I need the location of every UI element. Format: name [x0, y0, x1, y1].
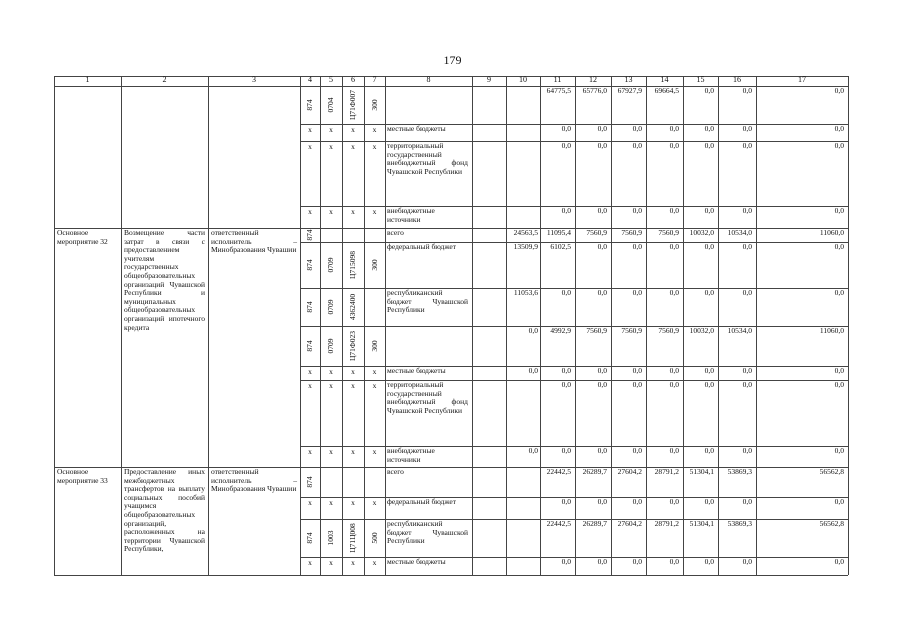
value-cell: 0,0: [632, 446, 642, 455]
code-cell: х: [308, 447, 312, 456]
value-cell: 0,0: [669, 557, 679, 566]
value-cell: 0,0: [597, 288, 607, 297]
column-header-16: 16: [733, 75, 741, 84]
value-cell: 26289,7: [582, 519, 607, 528]
code-cell: 874: [305, 476, 314, 488]
code-cell: х: [329, 207, 333, 216]
value-cell: 0,0: [834, 497, 844, 506]
value-2012: 13509,9: [513, 242, 538, 251]
code-cell: Ц71Ц008: [348, 523, 357, 553]
code-cell: х: [351, 207, 355, 216]
code-cell: х: [329, 498, 333, 507]
code-cell: 874: [305, 301, 314, 313]
value-cell: 0,0: [704, 446, 714, 455]
code-cell: х: [329, 381, 333, 390]
value-cell: 0,0: [597, 557, 607, 566]
code-cell: Ц71Ф007: [348, 89, 357, 121]
value-cell: 0,0: [669, 366, 679, 375]
value-cell: 0,0: [561, 124, 571, 133]
column-divider: [848, 76, 849, 575]
code-cell: 874: [305, 259, 314, 271]
value-cell: 27604,2: [617, 467, 642, 476]
value-cell: 0,0: [597, 206, 607, 215]
value-cell: 0,0: [561, 141, 571, 150]
value-cell: 65776,0: [582, 86, 607, 95]
value-cell: 0,0: [742, 557, 752, 566]
value-cell: 0,0: [742, 380, 752, 389]
value-cell: 10534,0: [727, 326, 752, 335]
value-2012: 11053,6: [513, 288, 538, 297]
value-cell: 0,0: [742, 141, 752, 150]
code-cell: х: [372, 381, 377, 390]
value-cell: 0,0: [561, 366, 571, 375]
value-cell: 51304,1: [689, 519, 714, 528]
value-cell: 0,0: [704, 86, 714, 95]
code-cell: Ц715098: [348, 251, 357, 279]
value-cell: 0,0: [561, 288, 571, 297]
value-cell: 69664,5: [654, 86, 679, 95]
value-cell: 0,0: [834, 124, 844, 133]
funding-source: местные бюджеты: [387, 124, 446, 133]
column-header-4: 4: [308, 75, 312, 84]
code-cell: х: [308, 207, 312, 216]
value-cell: 26289,7: [582, 467, 607, 476]
value-cell: 0,0: [834, 446, 844, 455]
value-cell: 10032,0: [689, 326, 714, 335]
value-cell: 0,0: [669, 497, 679, 506]
value-cell: 0,0: [704, 141, 714, 150]
value-cell: 10032,0: [689, 228, 714, 237]
funding-source: внебюджетные источники: [387, 206, 435, 224]
funding-source: внебюджетные источники: [387, 446, 435, 464]
value-cell: 0,0: [669, 446, 679, 455]
value-2012: 24563,5: [513, 228, 538, 237]
code-cell: х: [351, 381, 355, 390]
value-cell: 0,0: [742, 288, 752, 297]
value-2012: 0,0: [528, 326, 538, 335]
code-cell: х: [372, 558, 377, 567]
column-header-10: 10: [519, 75, 527, 84]
value-cell: 0,0: [704, 497, 714, 506]
column-header-2: 2: [162, 75, 167, 84]
code-cell: 874: [305, 532, 314, 544]
value-cell: 0,0: [669, 288, 679, 297]
row-divider: [54, 575, 848, 576]
value-cell: 0,0: [632, 288, 642, 297]
code-cell: 874: [305, 340, 314, 352]
column-header-13: 13: [624, 75, 633, 84]
value-cell: 0,0: [669, 124, 679, 133]
column-header-17: 17: [798, 75, 806, 84]
column-header-3: 3: [252, 75, 256, 84]
value-cell: 67927,9: [617, 86, 642, 95]
column-header-6: 6: [351, 75, 355, 84]
value-cell: 28791,2: [654, 519, 679, 528]
value-cell: 0,0: [561, 446, 571, 455]
value-cell: 53869,3: [727, 519, 752, 528]
value-cell: 22442,5: [546, 467, 571, 476]
value-cell: 0,0: [834, 557, 844, 566]
code-cell: х: [308, 558, 312, 567]
code-cell: х: [308, 498, 312, 507]
value-cell: 0,0: [632, 380, 642, 389]
code-cell: х: [329, 142, 333, 151]
code-cell: х: [329, 558, 333, 567]
event-name: Основное мероприятие 32: [57, 228, 108, 246]
value-cell: 7560,9: [658, 228, 679, 237]
code-cell: 500: [369, 532, 379, 544]
value-cell: 7560,9: [658, 326, 679, 335]
value-cell: 56562,8: [819, 519, 844, 528]
value-cell: 0,0: [561, 497, 571, 506]
value-cell: 53869,3: [727, 467, 752, 476]
value-cell: 0,0: [704, 242, 714, 251]
page-number: 179: [443, 53, 462, 67]
code-cell: х: [308, 367, 312, 376]
column-header-11: 11: [553, 75, 562, 84]
value-cell: 0,0: [834, 86, 844, 95]
value-cell: 0,0: [742, 242, 752, 251]
value-cell: 28791,2: [654, 467, 679, 476]
code-cell: 874: [305, 229, 314, 241]
code-cell: х: [351, 447, 355, 456]
event-description: Предоставление иных межбюджетных трансфертов на выплату социальных пособий учащимся общеобразовательных организаций, расположенных на территории Чувашской Республики,: [124, 467, 205, 554]
value-cell: 0,0: [834, 206, 844, 215]
value-cell: 0,0: [742, 366, 752, 375]
funding-source: республиканский бюджет Чувашской Республики: [387, 519, 468, 546]
value-cell: 0,0: [834, 288, 844, 297]
funding-source: местные бюджеты: [387, 557, 446, 566]
code-cell: х: [372, 498, 377, 507]
value-cell: 0,0: [597, 141, 607, 150]
responsible-executor: ответственный исполнитель – Минобразования Чувашии: [211, 228, 297, 255]
value-cell: 0,0: [669, 141, 679, 150]
value-cell: 4992,9: [550, 326, 571, 335]
code-cell: 300: [369, 259, 379, 271]
code-cell: х: [351, 142, 355, 151]
value-cell: 0,0: [597, 446, 607, 455]
code-cell: 300: [369, 99, 379, 111]
code-cell: х: [308, 125, 312, 134]
event-description: Возмещение части затрат в связи с предоставлением учителям государственных общеобразовательных организаций Чувашской Республики и муниципальных общеобразовательных организаций ипотечного кредита: [124, 228, 205, 332]
value-cell: 0,0: [704, 366, 714, 375]
value-cell: 11060,0: [819, 326, 844, 335]
value-cell: 0,0: [597, 366, 607, 375]
column-divider: [54, 76, 55, 575]
code-cell: 0709: [326, 257, 335, 273]
value-cell: 0,0: [704, 557, 714, 566]
code-cell: 300: [369, 340, 379, 352]
value-cell: 0,0: [632, 242, 642, 251]
responsible-executor: ответственный исполнитель – Минобразования Чувашии: [211, 467, 297, 494]
value-cell: 0,0: [742, 86, 752, 95]
value-cell: 0,0: [597, 380, 607, 389]
code-cell: Ц71Ф023: [348, 330, 357, 362]
value-cell: 51304,1: [689, 467, 714, 476]
code-cell: 874: [305, 99, 314, 111]
code-cell: х: [329, 367, 333, 376]
funding-source: всего: [387, 228, 404, 237]
funding-source: федеральный бюджет: [387, 242, 457, 251]
column-header-5: 5: [329, 75, 333, 84]
value-cell: 0,0: [632, 124, 642, 133]
value-cell: 7560,9: [621, 228, 642, 237]
event-name: Основное мероприятие 33: [57, 467, 108, 485]
value-cell: 0,0: [742, 206, 752, 215]
value-cell: 0,0: [704, 206, 714, 215]
value-cell: 0,0: [669, 206, 679, 215]
code-cell: х: [329, 447, 333, 456]
value-cell: 0,0: [742, 446, 752, 455]
code-cell: х: [329, 125, 333, 134]
code-cell: х: [372, 447, 377, 456]
value-cell: 0,0: [669, 242, 679, 251]
funding-source: республиканский бюджет Чувашской Республики: [387, 288, 468, 315]
code-cell: х: [351, 367, 355, 376]
column-header-15: 15: [696, 75, 705, 84]
code-cell: 1003: [326, 530, 335, 546]
value-cell: 0,0: [742, 497, 752, 506]
funding-source: территориальный государственный внебюджетный фонд Чувашской Республики: [387, 141, 468, 176]
code-cell: х: [372, 367, 377, 376]
value-2012: 0,0: [528, 446, 538, 455]
code-cell: х: [372, 207, 377, 216]
funding-source: территориальный государственный внебюджетный фонд Чувашской Республики: [387, 380, 468, 415]
code-cell: х: [351, 125, 355, 134]
value-cell: 0,0: [834, 141, 844, 150]
value-cell: 0,0: [834, 380, 844, 389]
value-cell: 7560,9: [586, 326, 607, 335]
value-2012: 0,0: [528, 366, 538, 375]
funding-source: местные бюджеты: [387, 366, 446, 375]
value-cell: 0,0: [632, 141, 642, 150]
column-divider: [121, 76, 122, 575]
value-cell: 11060,0: [819, 228, 844, 237]
column-header-7: 7: [372, 75, 377, 84]
value-cell: 22442,5: [546, 519, 571, 528]
column-divider: [208, 76, 209, 575]
value-cell: 64775,5: [546, 86, 571, 95]
code-cell: х: [372, 125, 377, 134]
column-header-14: 14: [660, 75, 669, 84]
column-header-1: 1: [85, 75, 90, 84]
value-cell: 7560,9: [586, 228, 607, 237]
value-cell: 0,0: [834, 366, 844, 375]
value-cell: 0,0: [632, 206, 642, 215]
value-cell: 7560,9: [621, 326, 642, 335]
value-cell: 0,0: [632, 497, 642, 506]
value-cell: 10534,0: [727, 228, 752, 237]
code-cell: 0709: [326, 338, 335, 354]
value-cell: 11095,4: [546, 228, 571, 237]
value-cell: 0,0: [597, 242, 607, 251]
value-cell: 56562,8: [819, 467, 844, 476]
value-cell: 0,0: [834, 242, 844, 251]
column-header-9: 9: [487, 75, 491, 84]
funding-source: всего: [387, 467, 404, 476]
column-header-8: 8: [426, 75, 431, 84]
code-cell: 0709: [326, 299, 335, 315]
value-cell: 0,0: [742, 124, 752, 133]
value-cell: 0,0: [597, 497, 607, 506]
code-cell: х: [351, 498, 355, 507]
value-cell: 0,0: [704, 124, 714, 133]
code-cell: 4362400: [348, 293, 357, 321]
value-cell: 6102,5: [550, 242, 571, 251]
value-cell: 0,0: [561, 557, 571, 566]
column-header-12: 12: [589, 75, 597, 84]
code-cell: х: [308, 142, 312, 151]
value-cell: 0,0: [561, 380, 571, 389]
value-cell: 0,0: [704, 288, 714, 297]
code-cell: 0704: [326, 97, 335, 113]
code-cell: х: [351, 558, 355, 567]
code-cell: х: [308, 381, 312, 390]
value-cell: 0,0: [597, 124, 607, 133]
funding-source: федеральный бюджет: [387, 497, 457, 506]
value-cell: 27604,2: [617, 519, 642, 528]
value-cell: 0,0: [669, 380, 679, 389]
code-cell: х: [372, 142, 377, 151]
value-cell: 0,0: [561, 206, 571, 215]
value-cell: 0,0: [632, 366, 642, 375]
value-cell: 0,0: [704, 380, 714, 389]
value-cell: 0,0: [632, 557, 642, 566]
